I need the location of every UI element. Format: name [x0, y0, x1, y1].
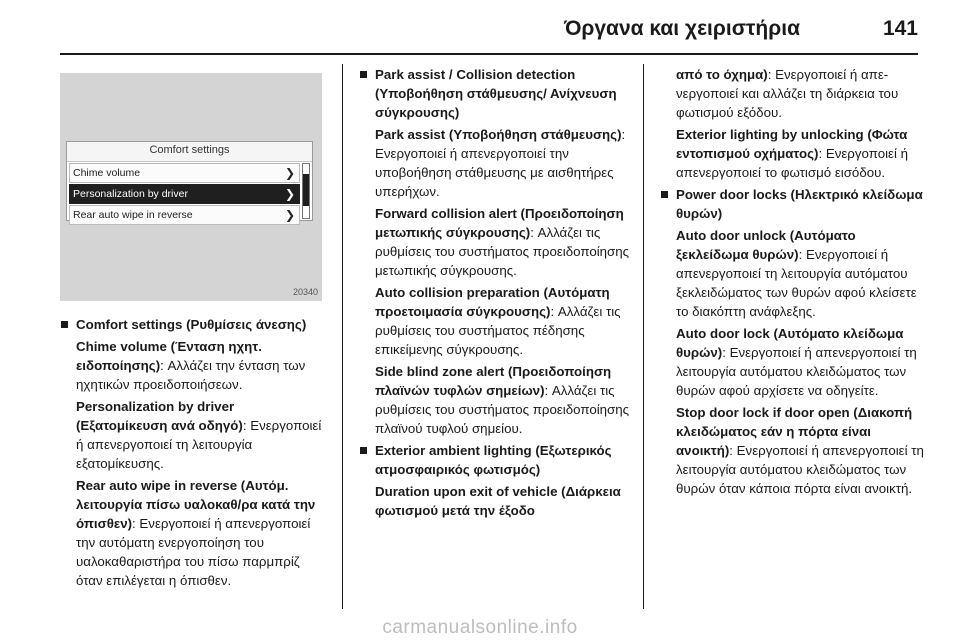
bullet-comfort-settings — [60, 315, 328, 334]
entry-text: : Ενεργοποιεί ή απενεργοποιεί την υποβοήθηση στάθμευσης με αισθητήρες υπερήχων. — [375, 127, 626, 199]
chevron-right-icon: ❯ — [284, 208, 295, 222]
menu-row-personalization[interactable] — [69, 184, 300, 204]
entry-heading: Auto door lock (Αυτόματο κλείδωμα θυρών) — [676, 326, 904, 360]
entry-text: : Ενεργοποιεί ή απενεργοποιεί τη λειτουργία αυτόματου κλειδώματος των θυρών αφού αρχίσετε να οδηγείτε. — [676, 345, 917, 398]
menu-row-label: Chime volume — [73, 167, 141, 179]
bullet-heading: Comfort settings (Ρυθμίσεις άνεσης) — [76, 317, 307, 332]
entry-exterior-unlock — [660, 125, 928, 182]
entry-heading: Side blind zone alert (Προειδοποίηση πλαϊνών τυφλών σημείων) — [375, 364, 612, 398]
column-divider-2 — [643, 64, 644, 609]
column-2 — [359, 65, 631, 523]
column-1 — [60, 65, 328, 593]
entry-heading: Duration upon exit of vehicle (Διάρκεια φωτισμού μετά την έξοδο — [375, 484, 621, 518]
display-screen — [66, 141, 313, 221]
entry-text: : Ενεργοποιεί ή απενεργοποιεί τη λειτουργία αυτόματου ξεκλειδώματος των θυρών αφού κλείσετε το διακόπτη ανάφλεξης. — [676, 247, 917, 319]
bullet-heading: Park assist / Collision detection (Υποβοήθηση στάθμευσης/ Ανίχνευση σύγκρουσης) — [375, 67, 617, 120]
entry-park-assist — [359, 125, 631, 201]
entry-auto-unlock — [660, 226, 928, 321]
menu-row-label: Rear auto wipe in reverse — [73, 209, 193, 221]
entry-text: : Αλλάζει την ένταση των ηχητικών προειδοποιήσεων. — [76, 358, 306, 392]
bullet-square-icon — [661, 191, 668, 198]
figure-code: 20340 — [292, 287, 318, 297]
entry-duration-exit — [359, 482, 631, 520]
watermark: carmanualsonline.info — [382, 617, 578, 638]
entry-text: : Αλλάζει τις ρυθμίσεις του συστήματος προειδοποίησης μετωπικής σύγκρουσης. — [375, 225, 630, 278]
menu-row-chime-volume[interactable] — [69, 163, 300, 183]
bullet-square-icon — [360, 447, 367, 454]
entry-heading: Rear auto wipe in reverse (Αυτόμ. λειτουργία πίσω υαλοκαθ/ρα κατά την όπισθεν) — [76, 478, 316, 531]
entry-heading: Exterior lighting by unlocking (Φώτα εντοπισμού οχήματος) — [676, 127, 908, 161]
bullet-power-door-locks — [660, 185, 928, 223]
column-3 — [660, 65, 928, 501]
entry-heading: Stop door lock if door open (Διακοπή κλειδώματος εάν η πόρτα είναι ανοικτή) — [676, 405, 913, 458]
bullet-park-assist — [359, 65, 631, 122]
entry-text: : Ενεργοποιεί ή απενεργοποιεί τη λειτουργία εξατομίκευσης. — [76, 418, 322, 471]
entry-stop-lock — [660, 403, 928, 498]
screen-title: Comfort settings — [67, 142, 312, 162]
bullet-square-icon — [360, 71, 367, 78]
bullet-square-icon — [61, 321, 68, 328]
entry-auto-lock — [660, 324, 928, 400]
entry-text: : Ενεργοποιεί ή απενεργοποιεί την αυτόματη ενεργοποίηση του υαλοκαθαριστήρα του πίσω παρμπρίζ όταν επιλέγεται η όπισθεν. — [76, 516, 311, 588]
chevron-right-icon: ❯ — [284, 187, 295, 201]
entry-heading: Personalization by driver (Εξατομίκευση ανά οδηγό) — [76, 399, 243, 433]
entry-heading: Auto door unlock (Αυτόματο ξεκλείδωμα θυρών) — [676, 228, 856, 262]
entry-side-blind-zone — [359, 362, 631, 438]
scrollbar[interactable] — [302, 163, 310, 219]
page-number: 141 — [882, 17, 918, 40]
header-rule — [60, 53, 918, 55]
bullet-heading: Exterior ambient lighting (Εξωτερικός ατμοσφαιρικός φωτισμός) — [375, 443, 612, 477]
entry-text: : Αλλάζει τις ρυθμίσεις του συστήματος προειδοποίησης πλαϊνού τυφλού σημείου. — [375, 383, 630, 436]
entry-heading: Forward collision alert (Προειδοποίηση μετωπικής σύγκρουσης) — [375, 206, 624, 240]
entry-duration-exit-cont — [660, 65, 928, 122]
column-divider-1 — [342, 64, 343, 609]
entry-heading: Chime volume (Ένταση ηχητ. ειδοποίησης) — [76, 339, 262, 373]
entry-text: : Αλλάζει τις ρυθμίσεις του συστήματος πέδησης επικείμενης σύγκρουσης. — [375, 304, 621, 357]
chevron-right-icon: ❯ — [284, 166, 295, 180]
entry-text: : Ενεργοποιεί ή απενεργοποιεί το φωτισμό εισόδου. — [676, 146, 909, 180]
entry-chime-volume — [60, 337, 328, 394]
scrollbar-thumb[interactable] — [303, 174, 309, 206]
settings-screen-figure — [60, 73, 322, 301]
entry-text: : Ενεργοποιεί ή απενεργοποιεί και αλλάζει τη διάρκεια του φωτισμού εξόδου. — [676, 67, 899, 120]
entry-forward-collision — [359, 204, 631, 280]
menu-row-rear-wipe[interactable] — [69, 205, 300, 225]
entry-heading: από το όχημα) — [676, 67, 768, 82]
entry-auto-collision — [359, 283, 631, 359]
page-header-title: Όργανα και χειριστήρια — [564, 17, 800, 40]
entry-text: : Ενεργοποιεί ή απενεργοποιεί τη λειτουργία αυτόματου κλειδώματος των θυρών όταν κάποια πόρτα είναι ανοικτή. — [676, 443, 924, 496]
entry-rear-wipe — [60, 476, 328, 590]
entry-heading: Park assist (Υποβοήθηση στάθμευσης) — [375, 127, 622, 142]
entry-personalization — [60, 397, 328, 473]
menu-row-label: Personalization by driver — [73, 188, 188, 200]
entry-heading: Auto collision preparation (Αυτόματη προετοιμασία σύγκρουσης) — [375, 285, 610, 319]
bullet-heading: Power door locks (Ηλεκτρικό κλείδωμα θυρών) — [676, 187, 923, 221]
bullet-exterior-lighting — [359, 441, 631, 479]
